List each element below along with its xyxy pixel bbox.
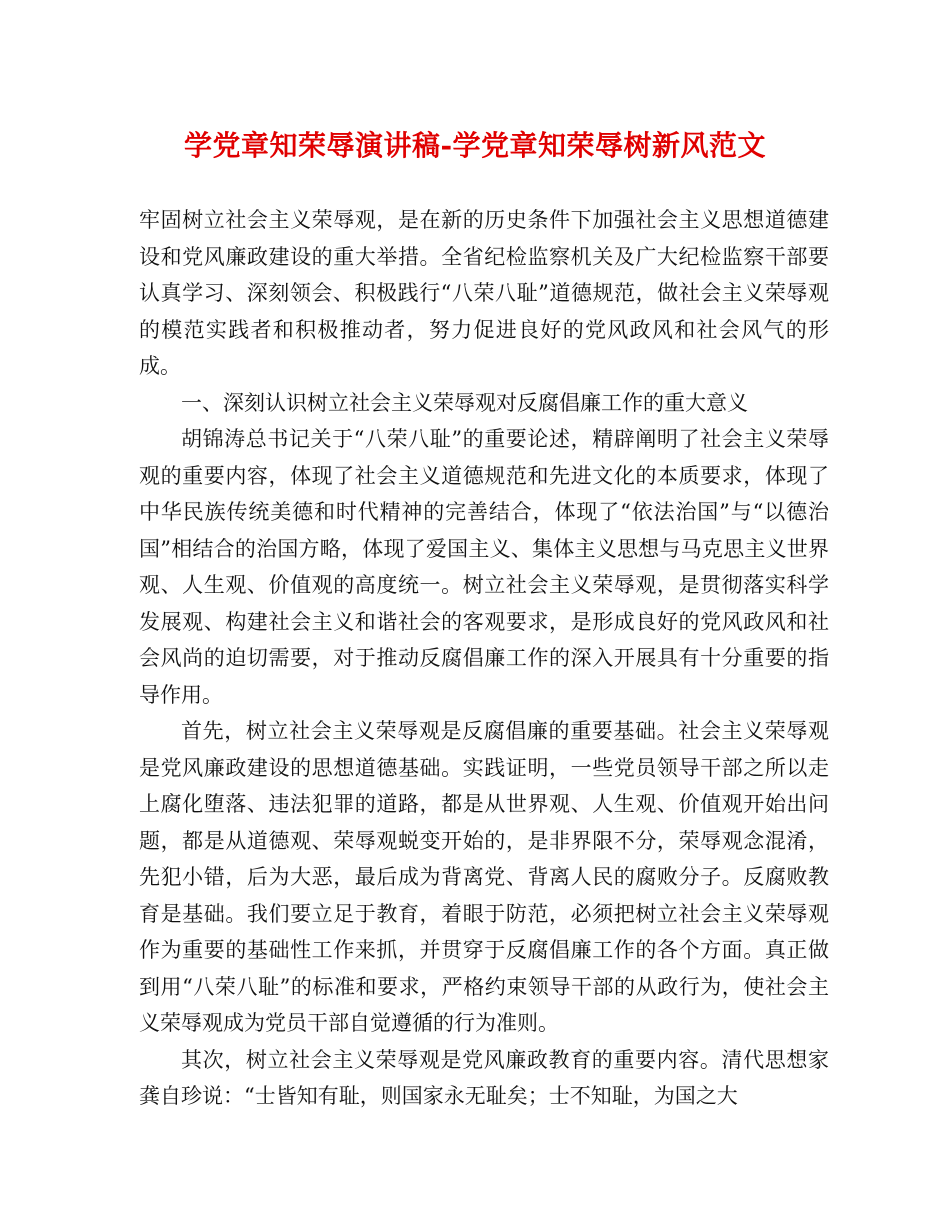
paragraph-second-point: 其次，树立社会主义荣辱观是党风廉政教育的重要内容。清代思想家龚自珍说：“士皆知有耻，则国家永无耻矣；士不知耻，为国之大 — [139, 1047, 829, 1108]
paragraph-intro: 牢固树立社会主义荣辱观，是在新的历史条件下加强社会主义思想道德建设和党风廉政建设的重大举措。全省纪检监察机关及广大纪检监察干部要认真学习、深刻领会、积极践行“八荣八耻”道德规范，做社会主义荣辱观的模范实践者和积极推动者，努力促进良好的党风政风和社会风气的形成。 — [139, 208, 829, 378]
paragraph-hu-jintao-remarks: 胡锦涛总书记关于“八荣八耻”的重要论述，精辟阐明了社会主义荣辱观的重要内容，体现了社会主义道德规范和先进文化的本质要求，体现了中华民族传统美德和时代精神的完善结合，体现了“依法治国”与“以德治国”相结合的治国方略，体现了爱国主义、集体主义思想与马克思主义世界观、人生观、价值观的高度统一。树立社会主义荣辱观，是贯彻落实科学发展观、构建社会主义和谐社会的客观要求，是形成良好的党风政风和社会风尚的迫切需要，对于推动反腐倡廉工作的深入开展具有十分重要的指导作用。 — [139, 427, 829, 707]
document-title: 学党章知荣辱演讲稿-学党章知荣辱树新风范文 — [183, 129, 767, 162]
section-heading-1: 一、深刻认识树立社会主义荣辱观对反腐倡廉工作的重大意义 — [181, 390, 748, 415]
document-body — [139, 202, 829, 1115]
paragraph-first-point: 首先，树立社会主义荣辱观是反腐倡廉的重要基础。社会主义荣辱观是党风廉政建设的思想道德基础。实践证明，一些党员领导干部之所以走上腐化堕落、违法犯罪的道路，都是从世界观、人生观、价值观开始出问题，都是从道德观、荣辱观蜕变开始的，是非界限不分，荣辱观念混淆，先犯小错，后为大恶，最后成为背离党、背离人民的腐败分子。反腐败教育是基础。我们要立足于教育，着眼于防范，必须把树立社会主义荣辱观作为重要的基础性工作来抓，并贯穿于反腐倡廉工作的各个方面。真正做到用“八荣八耻”的标准和要求，严格约束领导干部的从政行为，使社会主义荣辱观成为党员干部自觉遵循的行为准则。 — [139, 719, 829, 1035]
